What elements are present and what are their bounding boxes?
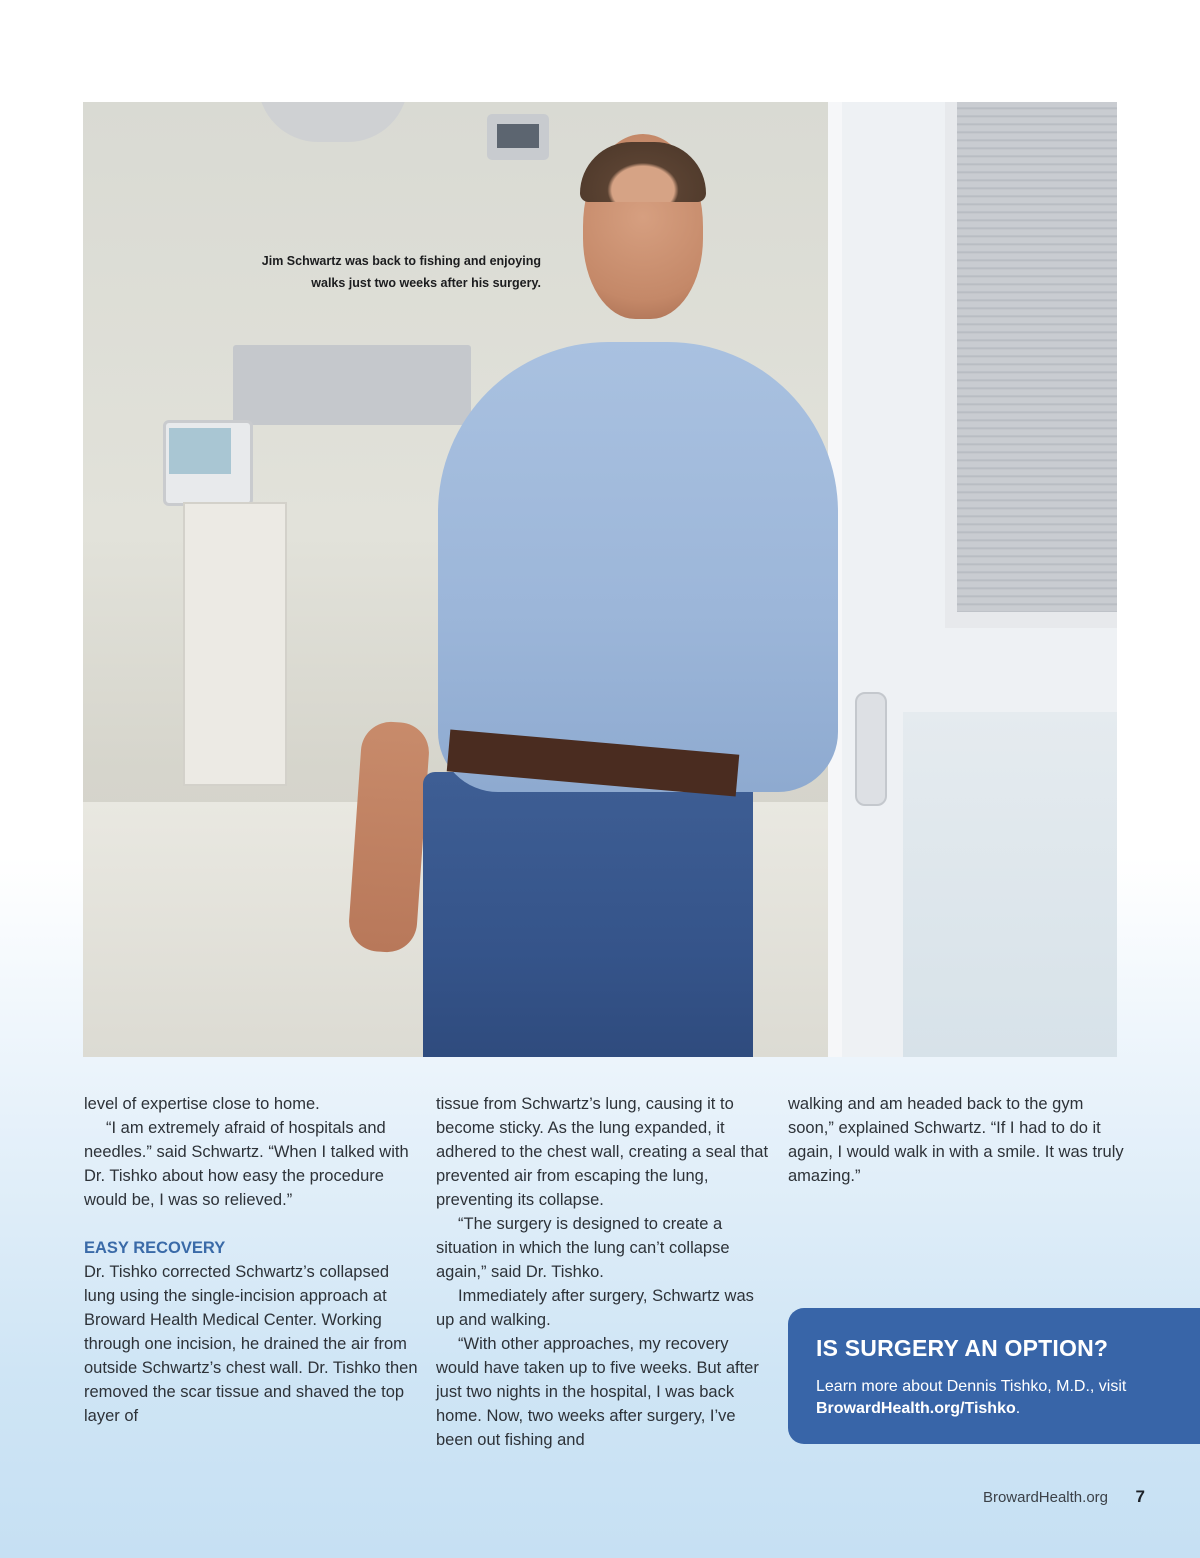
- wall-equipment-panel: [233, 345, 471, 425]
- paragraph: walking and am headed back to the gym soon,” explained Schwartz. “If I had to do it again, I would walk in with a smile. It was truly amazing.”: [788, 1095, 1124, 1185]
- page-number: 7: [1135, 1487, 1145, 1506]
- surgical-lamp: [258, 102, 408, 142]
- section-heading: EASY RECOVERY: [84, 1239, 226, 1257]
- article-column-3: [788, 1092, 1128, 1188]
- door-glass: [903, 712, 1117, 1057]
- door-handle: [855, 692, 887, 806]
- paragraph: tissue from Schwartz’s lung, causing it to become sticky. As the lung expanded, it adhered to the chest wall, creating a seal that prevented air from escaping the lung, preventing its collapse.: [436, 1095, 769, 1209]
- ventilator-cart: [183, 502, 287, 786]
- paragraph: level of expertise close to home.: [84, 1095, 320, 1113]
- paragraph: “The surgery is designed to create a situation in which the lung can’t collapse again,” said Dr. Tishko.: [436, 1215, 730, 1281]
- person-hair: [580, 142, 706, 202]
- wall-clock-face: [497, 124, 539, 148]
- hero-photo: [83, 102, 1117, 1057]
- callout-text-suffix: .: [1015, 1400, 1021, 1417]
- caption-line-2: walks just two weeks after his surgery.: [311, 276, 541, 290]
- paragraph: “I am extremely afraid of hospitals and needles.” said Schwartz. “When I talked with Dr. Tishko about how easy the procedure would be, I was so relieved.”: [84, 1119, 409, 1209]
- footer-url[interactable]: BrowardHealth.org: [982, 1489, 1108, 1506]
- paragraph: Immediately after surgery, Schwartz was up and walking.: [436, 1287, 754, 1329]
- paragraph: Dr. Tishko corrected Schwartz’s collapsed lung using the single-incision approach at Broward Health Medical Center. Working through one incision, he drained the air from outside Schwartz’s chest wall. Dr. Tishko then removed the scar tissue and shaved the top layer of: [84, 1263, 418, 1425]
- article-column-1: [84, 1092, 424, 1428]
- paragraph: “With other approaches, my recovery would have taken up to five weeks. But after just two nights in the hospital, I was back home. Now, two weeks after surgery, I’ve been out fishing and: [436, 1335, 759, 1449]
- window-blinds: [945, 102, 1117, 628]
- photo-caption: [233, 250, 541, 294]
- callout-link[interactable]: BrowardHealth.org/Tishko: [816, 1400, 1016, 1417]
- caption-line-1: Jim Schwartz was back to fishing and enjoying: [261, 254, 541, 268]
- person-shirt: [438, 342, 838, 792]
- callout-title: IS SURGERY AN OPTION?: [816, 1335, 1109, 1361]
- person-jeans: [423, 772, 753, 1057]
- article-column-2: [436, 1092, 776, 1452]
- callout-text: [816, 1376, 1176, 1420]
- callout-text-prefix: Learn more about Dennis Tishko, M.D., visit: [816, 1378, 1127, 1395]
- medical-monitor-screen: [169, 428, 231, 474]
- surgery-option-callout: [788, 1308, 1200, 1444]
